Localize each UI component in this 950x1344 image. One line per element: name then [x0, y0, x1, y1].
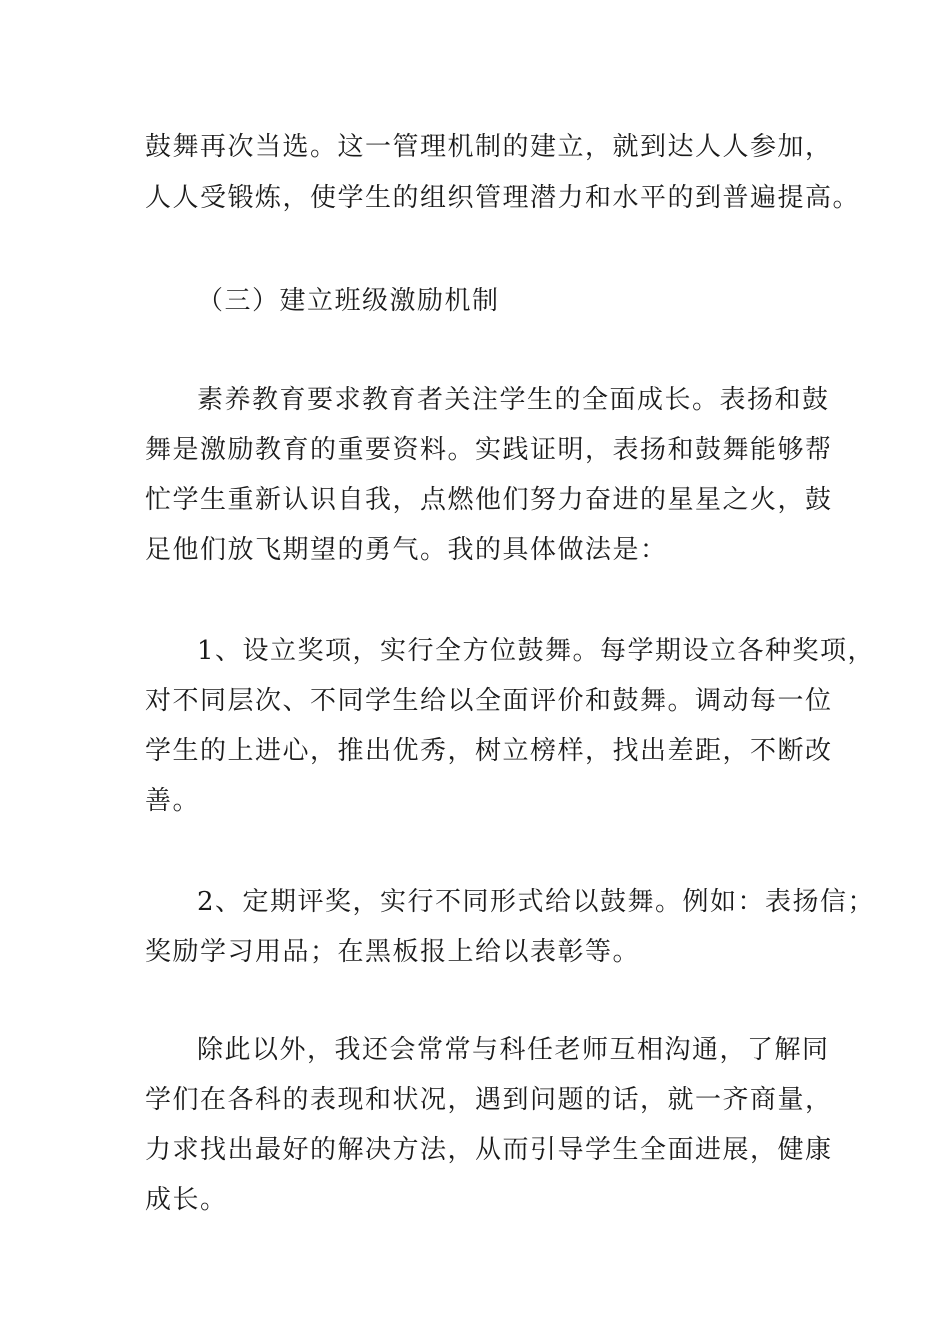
list-item-line: 2、定期评奖，实行不同形式给以鼓舞。例如：表扬信； [197, 887, 876, 917]
list-item-line: 对不同层次、不同学生给以全面评价和鼓舞。调动每一位 [145, 686, 833, 716]
paragraph-line: 素养教育要求教育者关注学生的全面成长。表扬和鼓 [197, 385, 830, 415]
paragraph-line: 力求找出最好的解决方法，从而引导学生全面进展，健康 [145, 1135, 833, 1165]
paragraph-line: 足他们放飞期望的勇气。我的具体做法是： [145, 535, 668, 565]
paragraph-line: 鼓舞再次当选。这一管理机制的建立，就到达人人参加， [145, 132, 833, 162]
section-heading: （三）建立班级激励机制 [197, 286, 500, 316]
paragraph-line: 学们在各科的表现和状况，遇到问题的话，就一齐商量， [145, 1085, 833, 1115]
list-item-line: 善。 [145, 786, 201, 816]
paragraph-line: 忙学生重新认识自我，点燃他们努力奋进的星星之火，鼓 [145, 485, 833, 515]
list-item-line: 学生的上进心，推出优秀，树立榜样，找出差距，不断改 [145, 736, 833, 766]
list-item-line: 奖励学习用品；在黑板报上给以表彰等。 [145, 937, 641, 967]
paragraph-line: 舞是激励教育的重要资料。实践证明，表扬和鼓舞能够帮 [145, 435, 833, 465]
paragraph-line: 人人受锻炼，使学生的组织管理潜力和水平的到普遍提高。 [145, 183, 861, 213]
paragraph-line: 成长。 [145, 1185, 228, 1215]
paragraph-line: 除此以外，我还会常常与科任老师互相沟通，了解同 [197, 1035, 830, 1065]
list-item-line: 1、设立奖项，实行全方位鼓舞。每学期设立各种奖项， [197, 636, 876, 666]
